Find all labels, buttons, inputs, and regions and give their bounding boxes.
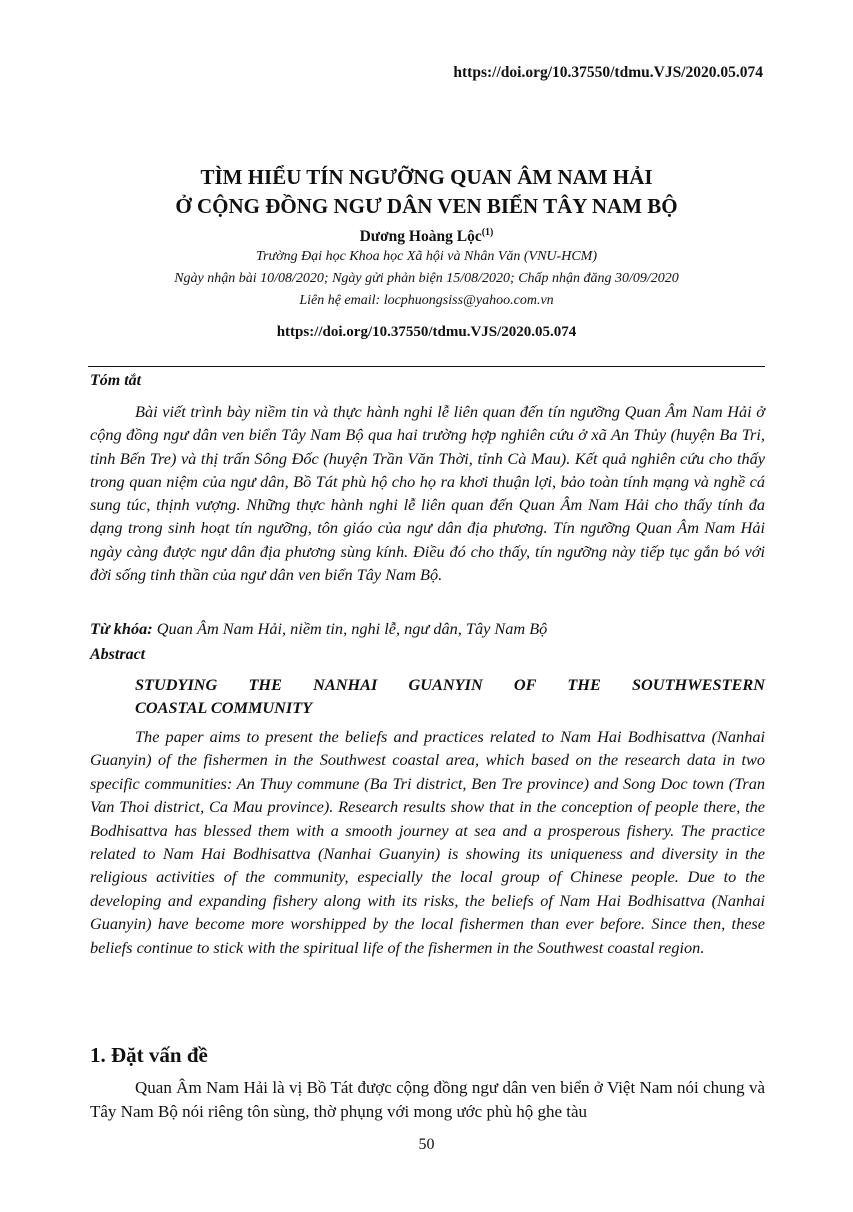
article-doi-link[interactable]: https://doi.org/10.37550/tdmu.VJS/2020.05.074 (276, 324, 577, 340)
english-title-line-2: COASTAL COMMUNITY (135, 698, 313, 717)
abstract-paragraph: The paper aims to present the beliefs and practices related to Nam Hai Bodhisattva (Nanhai Guanyin) of the fishermen in the Southwest coastal area, which based on the research data in two specific communities: An Thuy commune (Ba Tri district, Ben Tre province) and Song Doc town (Tran Van Thoi district, Ca Mau province). Research results show that in the conception of people there, the Bodhisattva has blessed them with a smooth journey at sea and a prosperous fishery. The practice related to Nam Hai Bodhisattva (Nanhai Guanyin) is showing its uniqueness and diversity in the religious activities of the community, especially the local group of Chinese people. Due to the developing and expanding fishery along with its risks, the beliefs of Nam Hai Bodhisattva (Nanhai Guanyin) have become more worshipped by the local fishermen than ever before. Since then, these beliefs continue to stick with the spiritual life of the fishermen in the Southwest coastal region. (90, 727, 765, 957)
abstract-heading: Abstract (90, 646, 146, 663)
english-title-line-1: STUDYING THE NANHAI GUANYIN OF THE SOUTHWESTERN (135, 675, 765, 694)
section-heading: 1. Đặt vấn đề (90, 1043, 208, 1067)
english-title (135, 673, 765, 719)
author-name-text: Dương Hoàng Lộc (359, 228, 482, 246)
article-title-line-1: TÌM HIỂU TÍN NGƯỠNG QUAN ÂM NAM HẢI (200, 165, 653, 189)
summary-heading: Tóm tắt (90, 372, 142, 389)
keywords-label: Từ khóa: (90, 619, 153, 638)
page-number: 50 (418, 1136, 435, 1153)
author-name (0, 227, 853, 246)
summary-paragraph: Bài viết trình bày niềm tin và thực hành nghi lễ liên quan đến tín ngưỡng Quan Âm Nam Hải ở cộng đồng ngư dân ven biển Tây Nam Bộ qua hai trường hợp nghiên cứu ở xã An Thủy (huyện Ba Tri, tỉnh Bến Tre) và thị trấn Sông Đốc (huyện Trần Văn Thời, tỉnh Cà Mau). Kết quả nghiên cứu cho thấy trong quan niệm của ngư dân, Bồ Tát phù hộ cho họ ra khơi thuận lợi, bảo toàn tính mạng và nghề cá sung túc, thịnh vượng. Những thực hành nghi lễ liên quan đến Quan Âm Nam Hải cho thấy tính đa dạng trong sinh hoạt tín ngưỡng, tôn giáo của ngư dân địa phương. Tín ngưỡng Quan Âm Nam Hải ngày càng được ngư dân địa phương sùng kính. Điều đó cho thấy, tín ngưỡng này tiếp tục gắn bó với đời sống tinh thần của ngư dân ven biển Tây Nam Bộ. (90, 402, 765, 585)
keywords-line (90, 619, 547, 639)
submission-dates: Ngày nhận bài 10/08/2020; Ngày gửi phản biện 15/08/2020; Chấp nhận đăng 30/09/2020 (174, 271, 679, 286)
contact-email[interactable]: Liên hệ email: locphuongsiss@yahoo.com.vn (299, 293, 554, 308)
article-title-line-2: Ở CỘNG ĐỒNG NGƯ DÂN VEN BIỂN TÂY NAM BỘ (175, 194, 678, 218)
header-doi-link[interactable]: https://doi.org/10.37550/tdmu.VJS/2020.05.074 (453, 64, 763, 81)
keywords-list: Quan Âm Nam Hải, niềm tin, nghi lễ, ngư dân, Tây Nam Bộ (156, 619, 548, 638)
author-affiliation-marker: (1) (481, 227, 494, 238)
author-affiliation: Trường Đại học Khoa học Xã hội và Nhân Văn (VNU-HCM) (256, 249, 597, 264)
section-divider (88, 366, 765, 367)
body-paragraph: Quan Âm Nam Hải là vị Bồ Tát được cộng đồng ngư dân ven biển ở Việt Nam nói chung và Tây Nam Bộ nói riêng tôn sùng, thờ phụng với mong ước phù hộ ghe tàu (90, 1078, 765, 1121)
